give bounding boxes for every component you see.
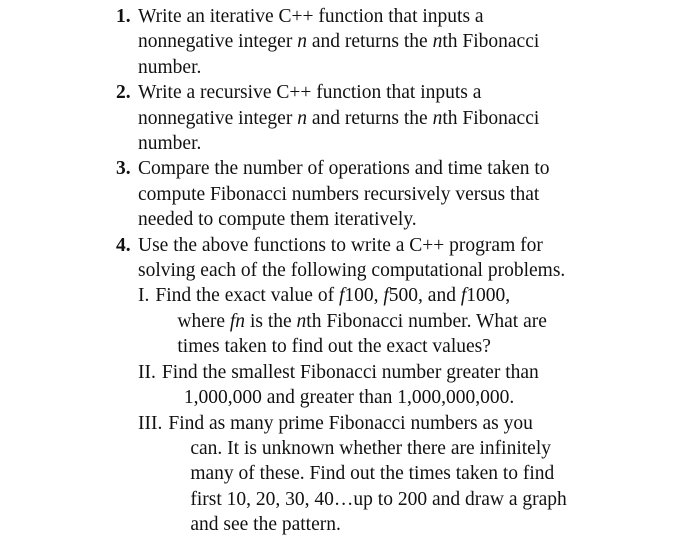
question-number: 4.	[116, 234, 131, 256]
question-item	[116, 80, 686, 156]
text-line: where fn is the nth Fibonacci number. What are	[177, 310, 547, 332]
text-line: solving each of the following computational problems.	[138, 260, 566, 282]
math-variable: n	[297, 31, 307, 53]
text-line: nonnegative integer n and returns the nth Fibonacci	[138, 31, 540, 53]
text-line: Write an iterative C++ function that inputs a	[138, 6, 484, 27]
question-item	[116, 156, 686, 232]
math-variable: n	[296, 310, 307, 332]
question-item	[116, 4, 686, 80]
text-line: Write a recursive C++ function that inputs a	[138, 82, 482, 104]
text-line: needed to compute them iteratively.	[138, 209, 417, 231]
subquestion-number: I.	[138, 285, 150, 307]
text-line: number.	[138, 133, 202, 155]
text-line: 1,000,000 and greater than 1,000,000,000.	[183, 387, 515, 409]
question-item	[116, 233, 686, 284]
question-list	[116, 4, 686, 538]
subquestion-item	[116, 360, 686, 411]
text-line: first 10, 20, 30, 40…up to 200 and draw a graph	[190, 488, 567, 510]
text-line: Find the exact value of f100, f500, and f1000,	[155, 285, 511, 307]
subquestion-item	[116, 411, 686, 538]
text-line: Compare the number of operations and time taken to	[138, 158, 550, 180]
text-line: Use the above functions to write a C++ program for	[138, 234, 543, 256]
math-variable: f	[338, 285, 345, 307]
subquestion-item	[116, 283, 686, 359]
text-line: number.	[138, 56, 202, 78]
text-line: nonnegative integer n and returns the nth Fibonacci	[138, 107, 540, 129]
question-number: 2.	[116, 82, 131, 104]
subquestion-number: II.	[138, 361, 156, 383]
text-line: can. It is unknown whether there are infinitely	[190, 437, 551, 459]
math-variable: f	[383, 285, 389, 307]
text-line: times taken to find out the exact values?	[177, 336, 491, 358]
math-variable: n	[297, 107, 307, 129]
math-variable: n	[432, 31, 443, 53]
text-line: Find as many prime Fibonacci numbers as you	[168, 412, 533, 434]
question-number: 3.	[116, 158, 131, 180]
question-number: 1.	[116, 6, 131, 27]
text-line: Find the smallest Fibonacci number greater than	[161, 361, 539, 383]
math-variable: n	[432, 107, 443, 129]
subquestion-number: III.	[138, 412, 163, 434]
math-variable: f	[460, 285, 467, 307]
text-line: and see the pattern.	[190, 514, 341, 536]
math-variable: fn	[229, 310, 246, 332]
text-line: many of these. Find out the times taken to find	[190, 463, 555, 485]
text-line: compute Fibonacci numbers recursively versus that	[138, 183, 540, 205]
